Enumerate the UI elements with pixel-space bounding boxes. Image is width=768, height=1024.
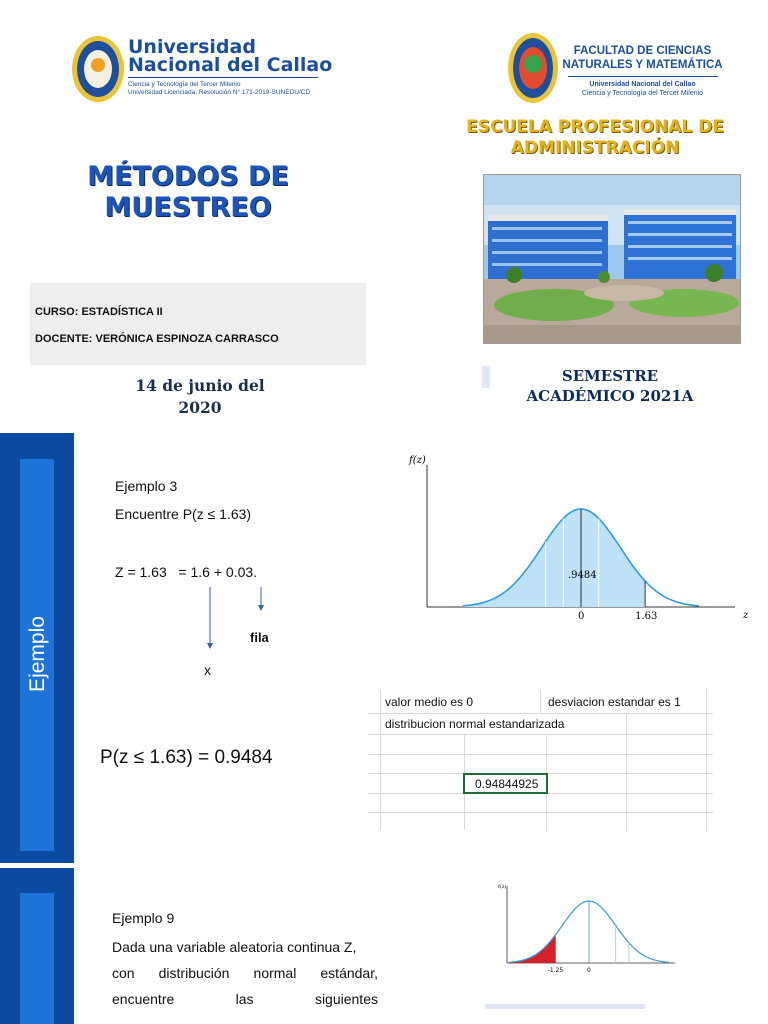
selected-cell-result[interactable]: 0.94844925 <box>463 773 548 794</box>
university-name-line2: Nacional del Callao <box>128 54 333 76</box>
chart1-tick-0: 0 <box>578 611 585 622</box>
slide2-side-panel <box>20 893 54 1024</box>
label-x: x <box>204 662 211 678</box>
chart1-y-label: f(z) <box>409 455 426 466</box>
cell-distribution[interactable]: distribucion normal estandarizada <box>385 717 565 731</box>
cell-std-dev[interactable]: desviacion estandar es 1 <box>548 695 681 709</box>
word: distribución <box>158 965 230 981</box>
word: con <box>112 965 135 981</box>
example3-title: Ejemplo 3 <box>115 478 178 494</box>
faculty-tagline: Ciencia y Tecnología del Tercer Milenio <box>581 90 704 97</box>
example3-question: Encuentre P(z ≤ 1.63) <box>115 506 252 522</box>
university-name-line1: Universidad <box>128 36 256 58</box>
teacher-name: DOCENTE: VERÓNICA ESPINOZA CARRASCO <box>35 333 279 345</box>
example9-line3 <box>112 986 378 1012</box>
faculty-name-line2: NATURALES Y MATEMÁTICA <box>562 59 723 71</box>
faculty-seal-icon <box>508 33 558 103</box>
slide1-side-label: Ejemplo <box>26 616 49 692</box>
semester-line2: ACADÉMICO 2021A <box>526 387 694 405</box>
arrow-to-x-head <box>207 643 213 649</box>
word: las <box>235 991 254 1007</box>
date-line2: 2020 <box>178 398 222 417</box>
campus-photo-illustration <box>484 175 740 343</box>
school-name-line2: ADMINISTRACIÓN <box>510 138 680 158</box>
date-line1: 14 de junio del <box>135 376 265 395</box>
document-title-line2: MUESTREO <box>104 192 272 223</box>
campus-photo <box>483 174 741 344</box>
document-title-line1: MÉTODOS DE <box>87 161 289 192</box>
chart2-tick-neg-1.25: -1.25 <box>547 967 564 974</box>
chart2-tick-0: 0 <box>587 967 591 974</box>
chart1-area-label: .9484 <box>568 570 597 581</box>
example9-line1: Dada una variable aleatoria continua Z, <box>112 939 357 955</box>
semester-line1: SEMESTRE <box>561 367 659 385</box>
semester-bracket-icon <box>482 366 490 388</box>
course-name: CURSO: ESTADÍSTICA II <box>35 306 163 318</box>
normal-curve-chart <box>405 445 760 625</box>
cell-mean[interactable]: valor medio es 0 <box>385 695 474 709</box>
example9-title: Ejemplo 9 <box>112 910 175 926</box>
chart2-shaded-tail <box>509 935 556 963</box>
example9-line2 <box>112 960 378 986</box>
word: siguientes <box>314 991 378 1007</box>
word: estándar, <box>320 965 378 981</box>
word: encuentre <box>112 991 175 1007</box>
chart2-y-label: f(z) <box>498 884 507 890</box>
university-tagline: Ciencia y Tecnología del Tercer Milenio <box>128 81 241 88</box>
label-fila: fila <box>250 630 269 645</box>
chart1-shaded-area <box>463 509 645 607</box>
faculty-university: Universidad Nacional del Callao <box>589 81 696 88</box>
normal-curve-left-tail-chart <box>495 876 685 976</box>
example3-result: P(z ≤ 1.63) = 0.9484 <box>100 747 273 768</box>
university-seal-icon <box>72 36 124 102</box>
chart2-caption-smudge <box>485 1004 645 1009</box>
chart1-x-label: z <box>743 610 749 621</box>
arrow-to-fila-head <box>258 605 264 611</box>
university-resolution: Universidad Licenciada, Resolución N° 171-2019-SUNEDU/CD <box>128 89 311 96</box>
course-info-box <box>30 283 366 365</box>
faculty-name-line1: FACULTAD DE CIENCIAS <box>573 45 712 57</box>
example3-equation: Z = 1.63 = 1.6 + 0.03. <box>115 564 258 580</box>
word: normal <box>253 965 297 981</box>
school-name-line1: ESCUELA PROFESIONAL DE <box>466 117 724 137</box>
chart1-tick-1.63: 1.63 <box>635 611 658 622</box>
example9-paragraph <box>112 934 378 1012</box>
